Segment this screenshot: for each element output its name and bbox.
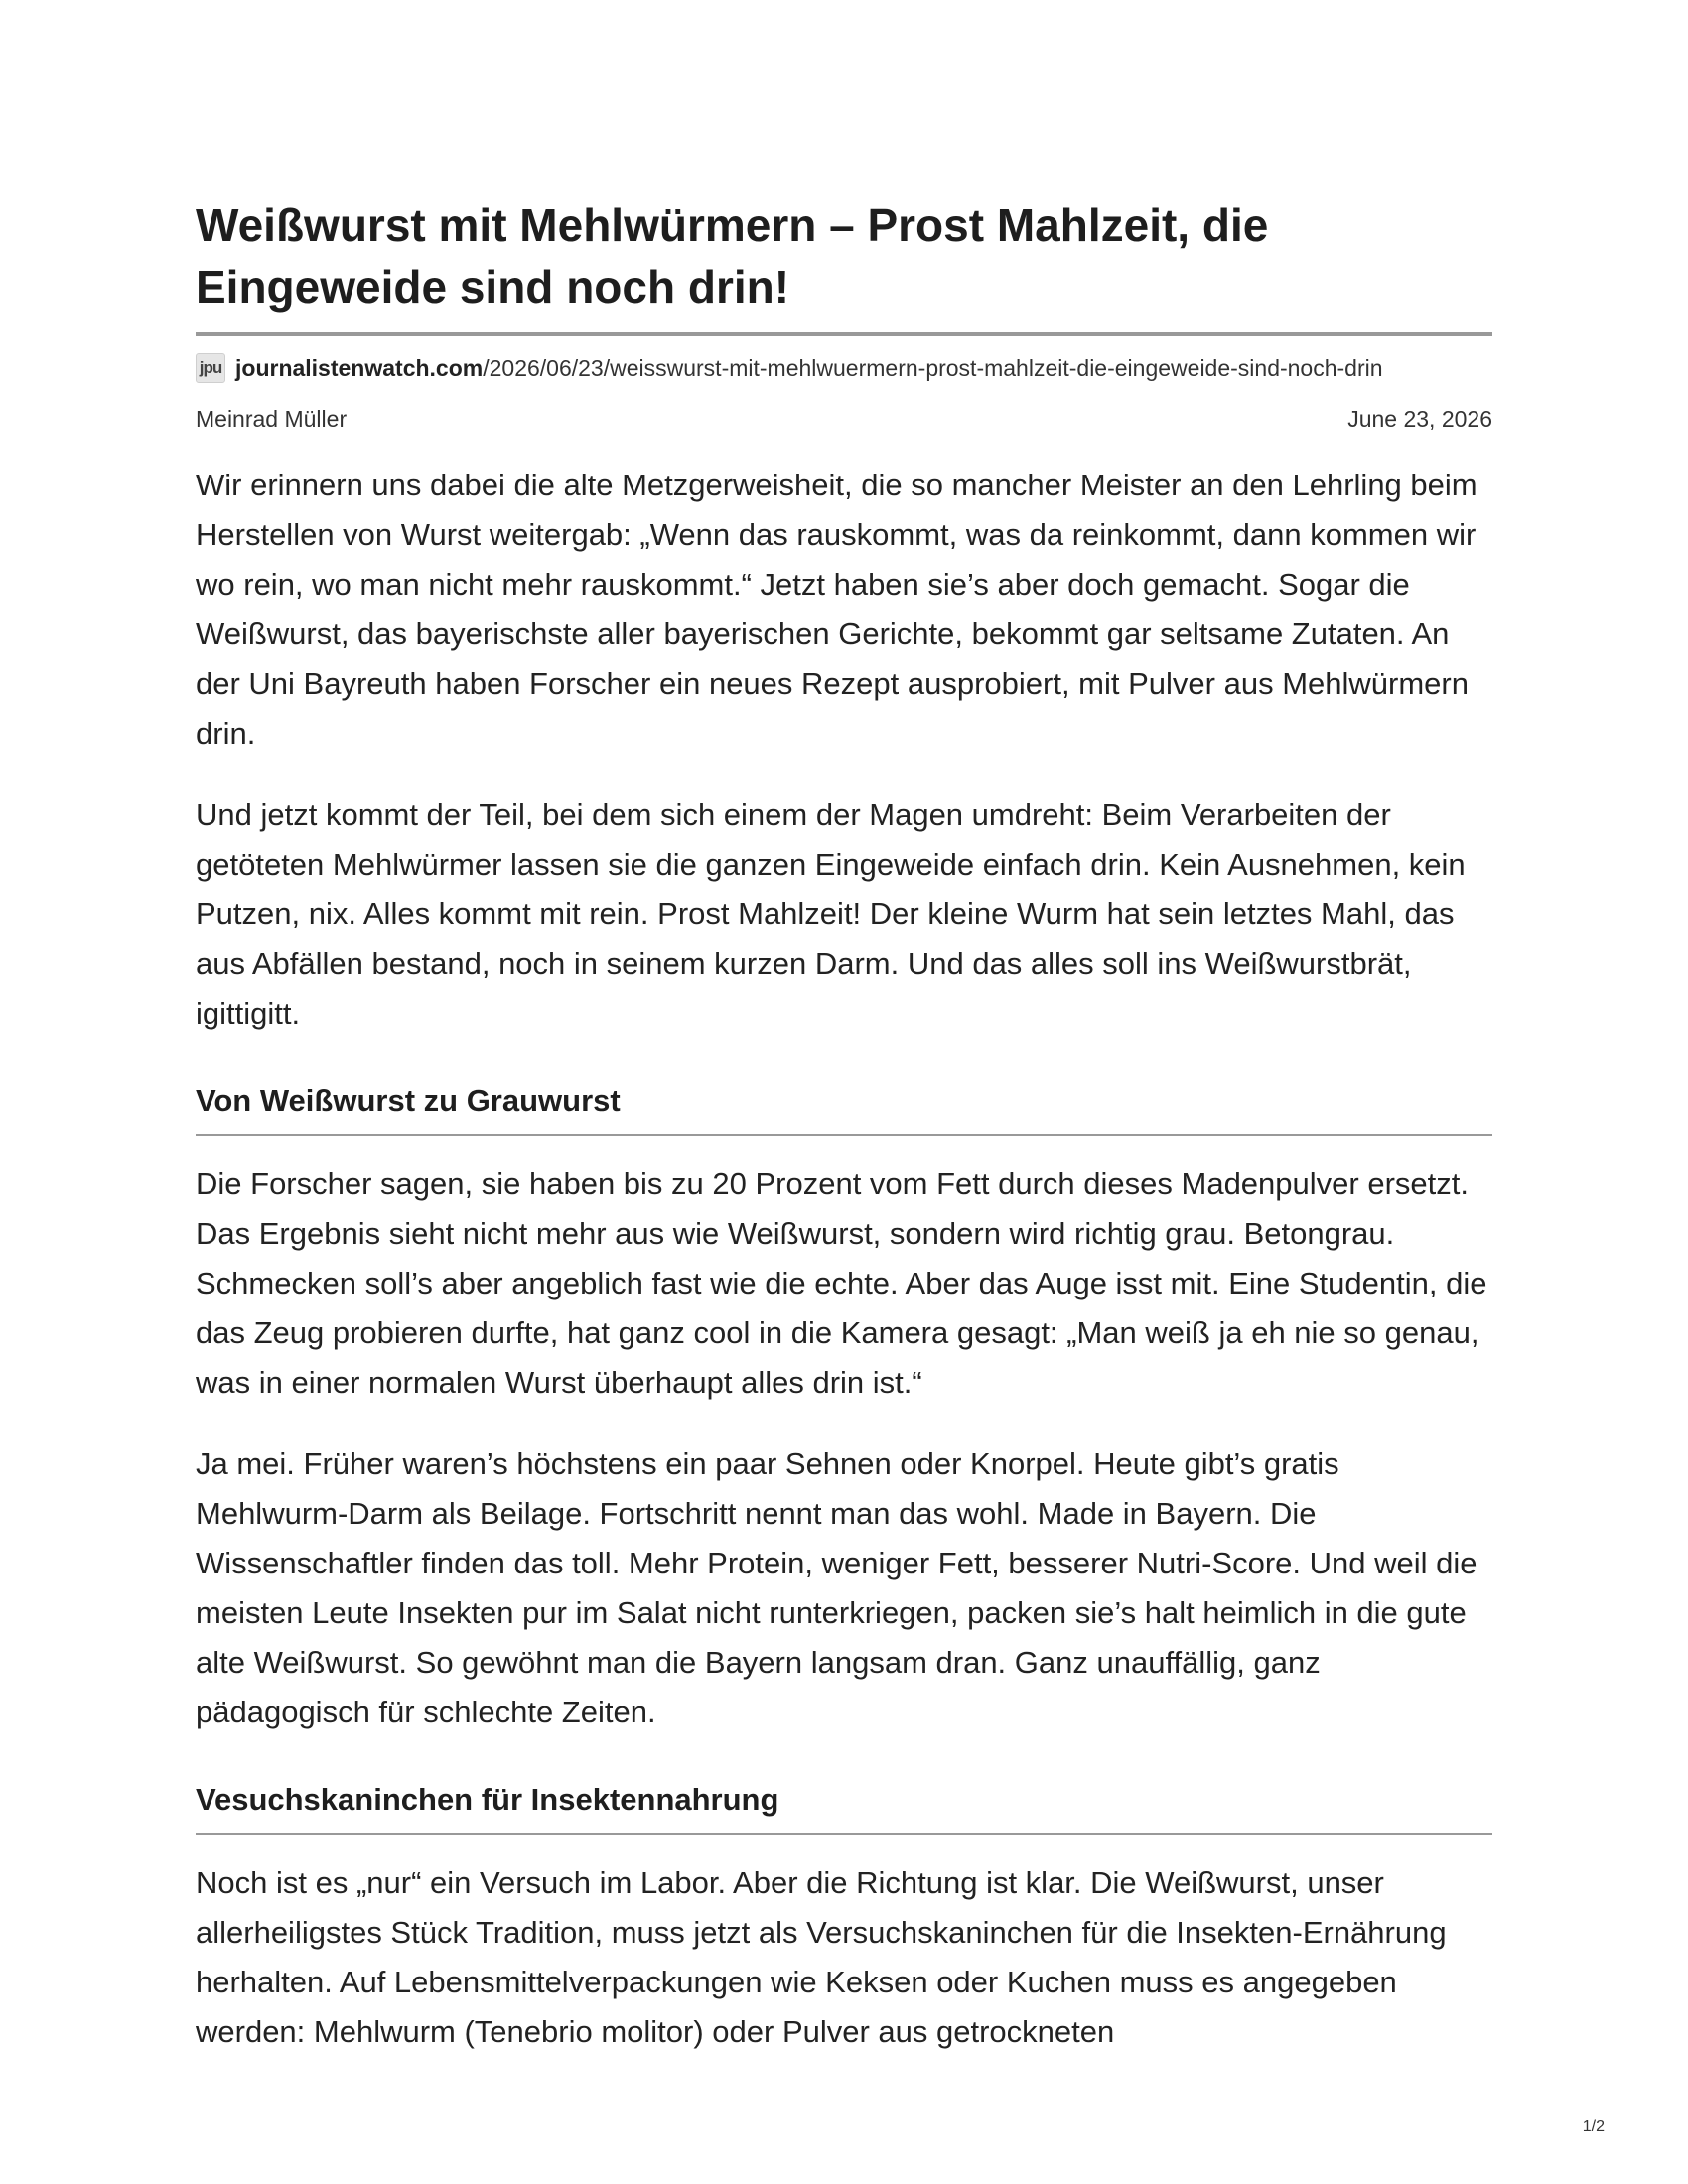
article xyxy=(196,195,1492,2057)
source-domain: journalistenwatch.com xyxy=(235,354,484,381)
paragraph: Noch ist es „nur“ ein Versuch im Labor. Aber die Richtung ist klar. Die Weißwurst, unser allerheiligstes Stück Tradition, muss jetzt als Versuchskaninchen für die Insekten-Ernährung herhalten. Auf Lebensmittelverpackungen wie Keksen oder Kuchen muss es angegeben werden: Mehlwurm (Tenebrio molitor) oder Pulver aus getrockneten xyxy=(196,1865,1447,2049)
page-number: 1/2 xyxy=(1582,2118,1605,2135)
publish-date: June 23, 2026 xyxy=(1347,406,1492,432)
paragraph: Wir erinnern uns dabei die alte Metzgerweisheit, die so mancher Meister an den Lehrling beim Herstellen von Wurst weitergab: „Wenn das rauskommt, was da reinkommt, dann kommen wir wo rein, wo man nicht mehr rauskommt.“ Jetzt haben sie’s aber doch gemacht. Sogar die Weißwurst, das bayerischste aller bayerischen Gerichte, bekommt gar seltsame Zutaten. An der Uni Bayreuth haben Forscher ein neues Rezept ausprobiert, mit Pulver aus Mehlwürmern drin. xyxy=(196,468,1477,751)
article-title: Weißwurst mit Mehlwürmern – Prost Mahlzeit, die Eingeweide sind noch drin! xyxy=(196,195,1492,336)
section-heading: Von Weißwurst zu Grauwurst xyxy=(196,1080,1492,1136)
paragraph: Die Forscher sagen, sie haben bis zu 20 Prozent vom Fett durch dieses Madenpulver ersetzt. Das Ergebnis sieht nicht mehr aus wie Weißwurst, sondern wird richtig grau. Betongrau. Schmecken soll’s aber angeblich fast wie die echte. Aber das Auge isst mit. Eine Studentin, die das Zeug probieren durfte, hat ganz cool in die Kamera gesagt: „Man weiß ja eh nie so genau, was in einer normalen Wurst überhaupt alles drin ist.“ xyxy=(196,1166,1487,1400)
meta-row xyxy=(196,403,1492,435)
source-row xyxy=(196,353,1492,383)
section-heading: Vesuchskaninchen für Insektennahrung xyxy=(196,1779,1492,1835)
paragraph: Ja mei. Früher waren’s höchstens ein paar Sehnen oder Knorpel. Heute gibt’s gratis Mehlwurm-Darm als Beilage. Fortschritt nennt man das wohl. Made in Bayern. Die Wissenschaftler finden das toll. Mehr Protein, weniger Fett, besserer Nutri-Score. Und weil die meisten Leute Insekten pur im Salat nicht runterkriegen, packen sie’s halt heimlich in die gute alte Weißwurst. So gewöhnt man die Bayern langsam dran. Ganz unauffällig, ganz pädagogisch für schlechte Zeiten. xyxy=(196,1446,1477,1729)
author: Meinrad Müller xyxy=(196,406,348,432)
source-path: /2026/06/23/weisswurst-mit-mehlwuermern-prost-mahlzeit-die-eingeweide-sind-noch-drin xyxy=(483,354,1383,381)
site-favicon-icon: jpu xyxy=(196,353,225,383)
paragraph: Und jetzt kommt der Teil, bei dem sich einem der Magen umdreht: Beim Verarbeiten der getöteten Mehlwürmer lassen sie die ganzen Eingeweide einfach drin. Kein Ausnehmen, kein Putzen, nix. Alles kommt mit rein. Prost Mahlzeit! Der kleine Wurm hat sein letztes Mahl, das aus Abfällen bestand, noch in seinem kurzen Darm. Und das alles soll ins Weißwurstbrät, igittigitt. xyxy=(196,797,1466,1030)
source-url[interactable] xyxy=(235,355,1383,382)
